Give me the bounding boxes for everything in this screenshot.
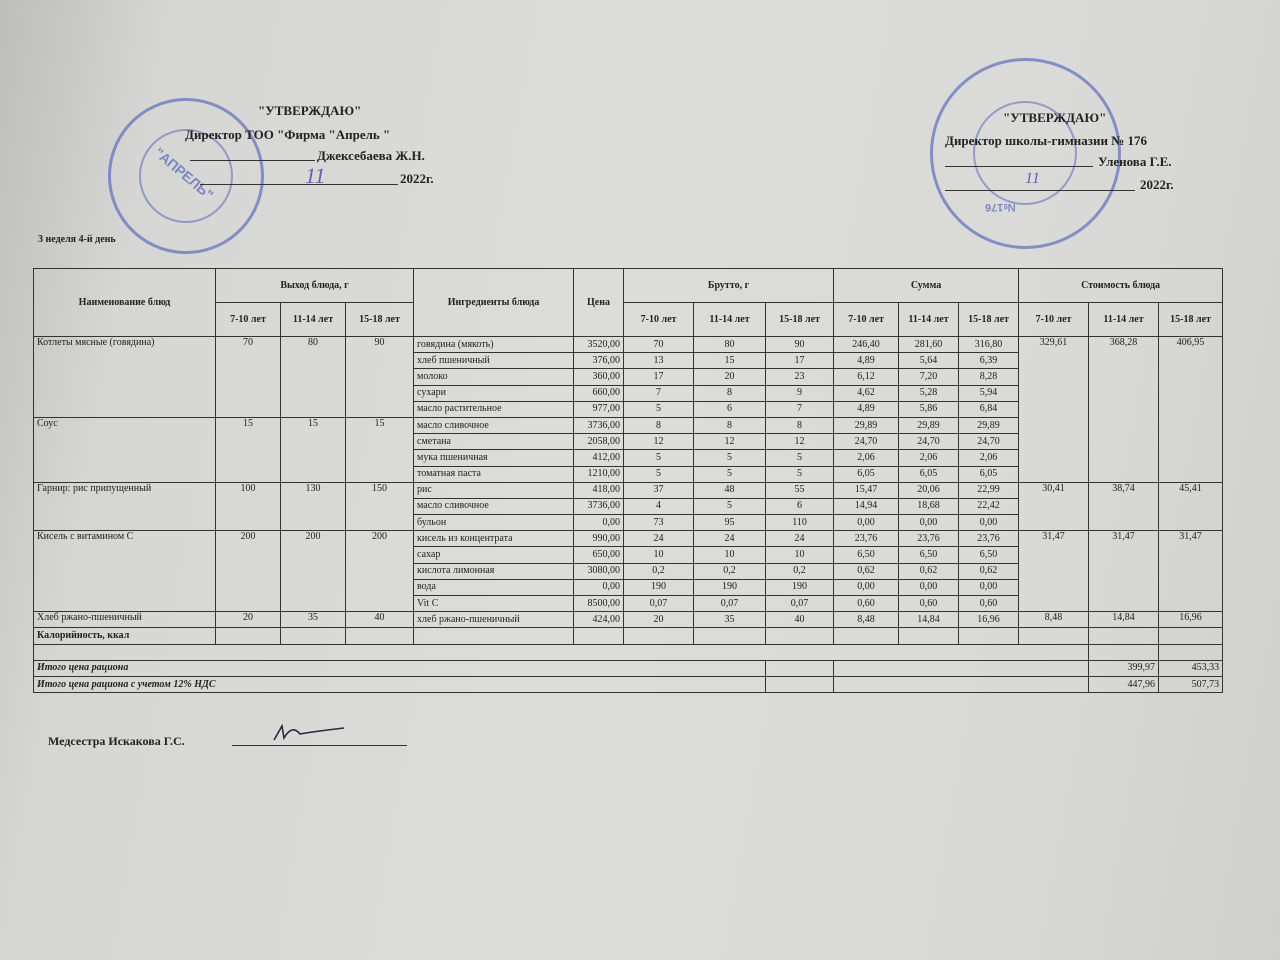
ingredient-brutto: 0,2 <box>624 563 694 579</box>
empty-cell <box>624 628 694 644</box>
dish-name: Кисель с витамином С <box>34 531 216 612</box>
ingredient-brutto: 190 <box>694 579 766 595</box>
ingredient-sum: 4,89 <box>834 353 899 369</box>
dish-yield: 200 <box>281 531 346 612</box>
ingredient-name: сахар <box>414 547 574 563</box>
ingredient-brutto: 5 <box>694 466 766 482</box>
empty-cell <box>414 628 574 644</box>
ingredient-price: 412,00 <box>574 450 624 466</box>
table-header <box>34 269 1223 337</box>
ingredient-brutto: 90 <box>766 337 834 353</box>
ingredient-sum: 5,64 <box>899 353 959 369</box>
ingredient-brutto: 48 <box>694 482 766 498</box>
ingredient-brutto: 5 <box>694 498 766 514</box>
ingredient-sum: 14,84 <box>899 612 959 628</box>
ingredient-brutto: 8 <box>694 385 766 401</box>
signature-line <box>190 160 315 161</box>
ingredient-brutto: 73 <box>624 515 694 531</box>
dish-cost: 406,95 <box>1159 337 1223 483</box>
approve-left-title: "УТВЕРЖДАЮ" <box>258 103 362 118</box>
dish-yield: 15 <box>346 417 414 482</box>
ingredient-name: хлеб пшеничный <box>414 353 574 369</box>
dish-cost: 31,47 <box>1019 531 1089 612</box>
ingredient-brutto: 24 <box>766 531 834 547</box>
header-sum: Сумма <box>834 269 1019 303</box>
ingredient-name: кислота лимонная <box>414 563 574 579</box>
ingredient-sum: 0,00 <box>834 515 899 531</box>
dish-yield: 15 <box>216 417 281 482</box>
ingredient-price: 3080,00 <box>574 563 624 579</box>
ingredient-brutto: 5 <box>766 466 834 482</box>
ingredient-brutto: 7 <box>766 401 834 417</box>
header-brutto: Брутто, г <box>624 269 834 303</box>
ingredient-sum: 22,42 <box>959 498 1019 514</box>
ingredient-brutto: 15 <box>694 353 766 369</box>
empty-cell <box>1089 644 1159 660</box>
ingredient-price: 424,00 <box>574 612 624 628</box>
ingredient-brutto: 5 <box>624 450 694 466</box>
header-cost: Стоимость блюда <box>1019 269 1223 303</box>
ingredient-sum: 7,20 <box>899 369 959 385</box>
dish-yield: 100 <box>216 482 281 531</box>
stamp-text: "АПРЕЛЬ" <box>151 144 217 203</box>
ingredient-brutto: 10 <box>624 547 694 563</box>
ingredient-brutto: 40 <box>766 612 834 628</box>
calories-row <box>34 628 1223 644</box>
ingredient-name: кисель из концентрата <box>414 531 574 547</box>
approve-left-name: Джексебаева Ж.Н. <box>317 148 425 163</box>
empty-cell <box>834 676 1089 692</box>
table-row <box>34 531 1223 547</box>
ingredient-sum: 22,99 <box>959 482 1019 498</box>
ingredient-name: сухари <box>414 385 574 401</box>
ingredient-brutto: 17 <box>624 369 694 385</box>
ingredient-brutto: 10 <box>766 547 834 563</box>
ingredient-price: 360,00 <box>574 369 624 385</box>
ingredient-brutto: 5 <box>694 450 766 466</box>
ingredient-price: 3520,00 <box>574 337 624 353</box>
dish-yield: 130 <box>281 482 346 531</box>
ingredient-price: 3736,00 <box>574 498 624 514</box>
stamp-text: №176 <box>985 201 1016 213</box>
ingredient-brutto: 9 <box>766 385 834 401</box>
total-value: 453,33 <box>1159 660 1223 676</box>
ingredient-brutto: 95 <box>694 515 766 531</box>
ingredient-name: масло растительное <box>414 401 574 417</box>
ingredient-sum: 4,62 <box>834 385 899 401</box>
header-ingredients: Ингредиенты блюда <box>414 269 574 337</box>
dish-yield: 150 <box>346 482 414 531</box>
ingredient-brutto: 55 <box>766 482 834 498</box>
dish-yield: 90 <box>346 337 414 418</box>
empty-cell <box>574 628 624 644</box>
ingredient-sum: 316,80 <box>959 337 1019 353</box>
ingredient-brutto: 5 <box>766 450 834 466</box>
ingredient-brutto: 24 <box>624 531 694 547</box>
ingredient-brutto: 6 <box>766 498 834 514</box>
dish-cost: 8,48 <box>1019 612 1089 628</box>
empty-cell <box>1159 644 1223 660</box>
company-stamp <box>86 76 286 276</box>
approve-right-title: "УТВЕРЖДАЮ" <box>1003 110 1107 125</box>
empty-cell <box>766 676 834 692</box>
ingredient-price: 977,00 <box>574 401 624 417</box>
ingredient-brutto: 190 <box>766 579 834 595</box>
dish-cost: 16,96 <box>1159 612 1223 628</box>
header-age: 7-10 лет <box>216 303 281 337</box>
ingredient-sum: 8,28 <box>959 369 1019 385</box>
signature-line <box>945 166 1093 167</box>
dish-yield: 40 <box>346 612 414 628</box>
empty-cell <box>766 660 834 676</box>
blank-row <box>34 644 1223 660</box>
ingredient-price: 3736,00 <box>574 417 624 433</box>
ingredient-brutto: 37 <box>624 482 694 498</box>
ingredient-name: Vit C <box>414 596 574 612</box>
empty-cell <box>834 628 899 644</box>
ingredient-sum: 5,94 <box>959 385 1019 401</box>
dish-yield: 70 <box>216 337 281 418</box>
ingredient-sum: 24,70 <box>959 434 1019 450</box>
ingredient-price: 376,00 <box>574 353 624 369</box>
ingredient-brutto: 20 <box>694 369 766 385</box>
total-label: Итого цена рациона <box>34 660 766 676</box>
approve-right-day: 11 <box>1025 170 1040 187</box>
ingredient-sum: 8,48 <box>834 612 899 628</box>
ingredient-sum: 0,62 <box>959 563 1019 579</box>
ingredient-price: 0,00 <box>574 515 624 531</box>
approve-left-year: 2022г. <box>400 171 434 186</box>
ingredient-sum: 24,70 <box>899 434 959 450</box>
ingredient-brutto: 0,2 <box>766 563 834 579</box>
ingredient-name: томатная паста <box>414 466 574 482</box>
ingredient-sum: 14,94 <box>834 498 899 514</box>
header-name: Наименование блюд <box>34 269 216 337</box>
dish-cost: 31,47 <box>1089 531 1159 612</box>
school-stamp <box>930 58 1121 249</box>
menu-table <box>33 268 1223 693</box>
ingredient-brutto: 24 <box>694 531 766 547</box>
empty-cell <box>899 628 959 644</box>
ingredient-sum: 20,06 <box>899 482 959 498</box>
ingredient-sum: 0,60 <box>959 596 1019 612</box>
empty-cell <box>959 628 1019 644</box>
ingredient-sum: 23,76 <box>899 531 959 547</box>
header-age: 15-18 лет <box>766 303 834 337</box>
ingredient-brutto: 70 <box>624 337 694 353</box>
ingredient-sum: 2,06 <box>834 450 899 466</box>
ingredient-brutto: 5 <box>624 466 694 482</box>
ingredient-brutto: 8 <box>766 417 834 433</box>
ingredient-brutto: 5 <box>624 401 694 417</box>
ingredient-sum: 29,89 <box>959 417 1019 433</box>
empty-cell <box>1159 628 1223 644</box>
dish-cost: 329,61 <box>1019 337 1089 483</box>
ingredient-brutto: 0,07 <box>766 596 834 612</box>
dish-yield: 200 <box>346 531 414 612</box>
header-price: Цена <box>574 269 624 337</box>
empty-cell <box>1019 628 1089 644</box>
ingredient-brutto: 6 <box>694 401 766 417</box>
table-row <box>34 482 1223 498</box>
table-row <box>34 612 1223 628</box>
total-vat-row <box>34 676 1223 692</box>
dish-name: Хлеб ржано-пшеничный <box>34 612 216 628</box>
ingredient-sum: 0,00 <box>959 515 1019 531</box>
ingredient-brutto: 23 <box>766 369 834 385</box>
empty-cell <box>281 628 346 644</box>
ingredient-sum: 16,96 <box>959 612 1019 628</box>
ingredient-brutto: 7 <box>624 385 694 401</box>
header-yield: Выход блюда, г <box>216 269 414 303</box>
ingredient-sum: 2,06 <box>899 450 959 466</box>
ingredient-price: 418,00 <box>574 482 624 498</box>
ingredient-price: 8500,00 <box>574 596 624 612</box>
ingredient-sum: 29,89 <box>834 417 899 433</box>
dish-cost: 45,41 <box>1159 482 1223 531</box>
ingredient-price: 1210,00 <box>574 466 624 482</box>
dish-cost: 14,84 <box>1089 612 1159 628</box>
ingredient-brutto: 8 <box>694 417 766 433</box>
total-vat-value: 447,96 <box>1089 676 1159 692</box>
ingredient-sum: 2,06 <box>959 450 1019 466</box>
total-row <box>34 660 1223 676</box>
ingredient-sum: 6,39 <box>959 353 1019 369</box>
total-vat-value: 507,73 <box>1159 676 1223 692</box>
approve-right-position: Директор школы-гимназии № 176 <box>945 133 1148 148</box>
dish-yield: 35 <box>281 612 346 628</box>
ingredient-brutto: 12 <box>624 434 694 450</box>
approve-right-year: 2022г. <box>1140 177 1174 192</box>
ingredient-name: мука пшеничная <box>414 450 574 466</box>
dish-cost: 31,47 <box>1159 531 1223 612</box>
table-row <box>34 337 1223 353</box>
empty-cell <box>1089 628 1159 644</box>
ingredient-sum: 24,70 <box>834 434 899 450</box>
header-age: 15-18 лет <box>346 303 414 337</box>
ingredient-price: 0,00 <box>574 579 624 595</box>
nurse-signature <box>270 718 350 744</box>
ingredient-sum: 29,89 <box>899 417 959 433</box>
nurse-label: Медсестра Искакова Г.С. <box>48 734 185 748</box>
ingredient-name: рис <box>414 482 574 498</box>
header-age: 7-10 лет <box>834 303 899 337</box>
ingredient-name: говядина (мякоть) <box>414 337 574 353</box>
ingredient-brutto: 110 <box>766 515 834 531</box>
dish-name: Соус <box>34 417 216 482</box>
ingredient-sum: 6,05 <box>959 466 1019 482</box>
ingredient-name: молоко <box>414 369 574 385</box>
ingredient-sum: 6,05 <box>834 466 899 482</box>
header-age: 7-10 лет <box>1019 303 1089 337</box>
nurse-signature-line <box>232 745 407 746</box>
ingredient-sum: 15,47 <box>834 482 899 498</box>
ingredient-name: сметана <box>414 434 574 450</box>
empty-cell <box>216 628 281 644</box>
dish-cost: 30,41 <box>1019 482 1089 531</box>
ingredient-name: вода <box>414 579 574 595</box>
ingredient-brutto: 8 <box>624 417 694 433</box>
ingredient-brutto: 0,07 <box>624 596 694 612</box>
ingredient-sum: 0,60 <box>899 596 959 612</box>
ingredient-brutto: 80 <box>694 337 766 353</box>
ingredient-sum: 0,00 <box>959 579 1019 595</box>
ingredient-sum: 0,00 <box>899 579 959 595</box>
ingredient-sum: 6,12 <box>834 369 899 385</box>
ingredient-name: масло сливочное <box>414 417 574 433</box>
ingredient-sum: 281,60 <box>899 337 959 353</box>
total-vat-label: Итого цена рациона с учетом 12% НДС <box>34 676 766 692</box>
dish-cost: 368,28 <box>1089 337 1159 483</box>
header-age: 11-14 лет <box>1089 303 1159 337</box>
ingredient-brutto: 10 <box>694 547 766 563</box>
ingredient-brutto: 0,07 <box>694 596 766 612</box>
ingredient-sum: 23,76 <box>834 531 899 547</box>
total-value: 399,97 <box>1089 660 1159 676</box>
ingredient-brutto: 190 <box>624 579 694 595</box>
dish-name: Котлеты мясные (говядина) <box>34 337 216 418</box>
ingredient-sum: 6,50 <box>834 547 899 563</box>
ingredient-sum: 6,50 <box>899 547 959 563</box>
calories-label: Калорийность, ккал <box>34 628 216 644</box>
ingredient-brutto: 35 <box>694 612 766 628</box>
week-day-label: 3 неделя 4-й день <box>38 234 116 245</box>
dish-yield: 15 <box>281 417 346 482</box>
ingredient-sum: 0,62 <box>834 563 899 579</box>
approve-left-position: Директор ТОО "Фирма "Апрель " <box>185 127 391 142</box>
ingredient-sum: 0,60 <box>834 596 899 612</box>
ingredient-sum: 5,28 <box>899 385 959 401</box>
ingredient-sum: 0,00 <box>834 579 899 595</box>
header-age: 15-18 лет <box>1159 303 1223 337</box>
header-age: 7-10 лет <box>624 303 694 337</box>
ingredient-sum: 23,76 <box>959 531 1019 547</box>
header-age: 11-14 лет <box>899 303 959 337</box>
ingredient-name: масло сливочное <box>414 498 574 514</box>
ingredient-sum: 0,00 <box>899 515 959 531</box>
dish-name: Гарнир: рис припущенный <box>34 482 216 531</box>
ingredient-price: 660,00 <box>574 385 624 401</box>
ingredient-sum: 6,05 <box>899 466 959 482</box>
ingredient-brutto: 4 <box>624 498 694 514</box>
ingredient-price: 650,00 <box>574 547 624 563</box>
ingredient-sum: 246,40 <box>834 337 899 353</box>
empty-cell <box>34 644 1089 660</box>
empty-cell <box>694 628 766 644</box>
ingredient-sum: 5,86 <box>899 401 959 417</box>
dish-yield: 20 <box>216 612 281 628</box>
empty-cell <box>834 660 1089 676</box>
ingredient-sum: 6,50 <box>959 547 1019 563</box>
ingredient-sum: 18,68 <box>899 498 959 514</box>
dish-cost: 38,74 <box>1089 482 1159 531</box>
ingredient-brutto: 20 <box>624 612 694 628</box>
ingredient-sum: 4,89 <box>834 401 899 417</box>
ingredient-name: хлеб ржано-пшеничный <box>414 612 574 628</box>
header-age: 15-18 лет <box>959 303 1019 337</box>
ingredient-brutto: 12 <box>766 434 834 450</box>
ingredient-brutto: 0,2 <box>694 563 766 579</box>
empty-cell <box>346 628 414 644</box>
ingredient-name: бульон <box>414 515 574 531</box>
ingredient-sum: 6,84 <box>959 401 1019 417</box>
ingredient-brutto: 13 <box>624 353 694 369</box>
ingredient-brutto: 17 <box>766 353 834 369</box>
header-age: 11-14 лет <box>281 303 346 337</box>
table-body <box>34 337 1223 693</box>
date-line <box>200 184 398 185</box>
empty-cell <box>766 628 834 644</box>
approve-right-name: Уленова Г.Е. <box>1098 154 1172 169</box>
header-age: 11-14 лет <box>694 303 766 337</box>
ingredient-brutto: 12 <box>694 434 766 450</box>
dish-yield: 80 <box>281 337 346 418</box>
ingredient-price: 2058,00 <box>574 434 624 450</box>
approve-left-day: 11 <box>305 163 326 188</box>
date-line <box>945 190 1135 191</box>
ingredient-sum: 0,62 <box>899 563 959 579</box>
ingredient-price: 990,00 <box>574 531 624 547</box>
dish-yield: 200 <box>216 531 281 612</box>
